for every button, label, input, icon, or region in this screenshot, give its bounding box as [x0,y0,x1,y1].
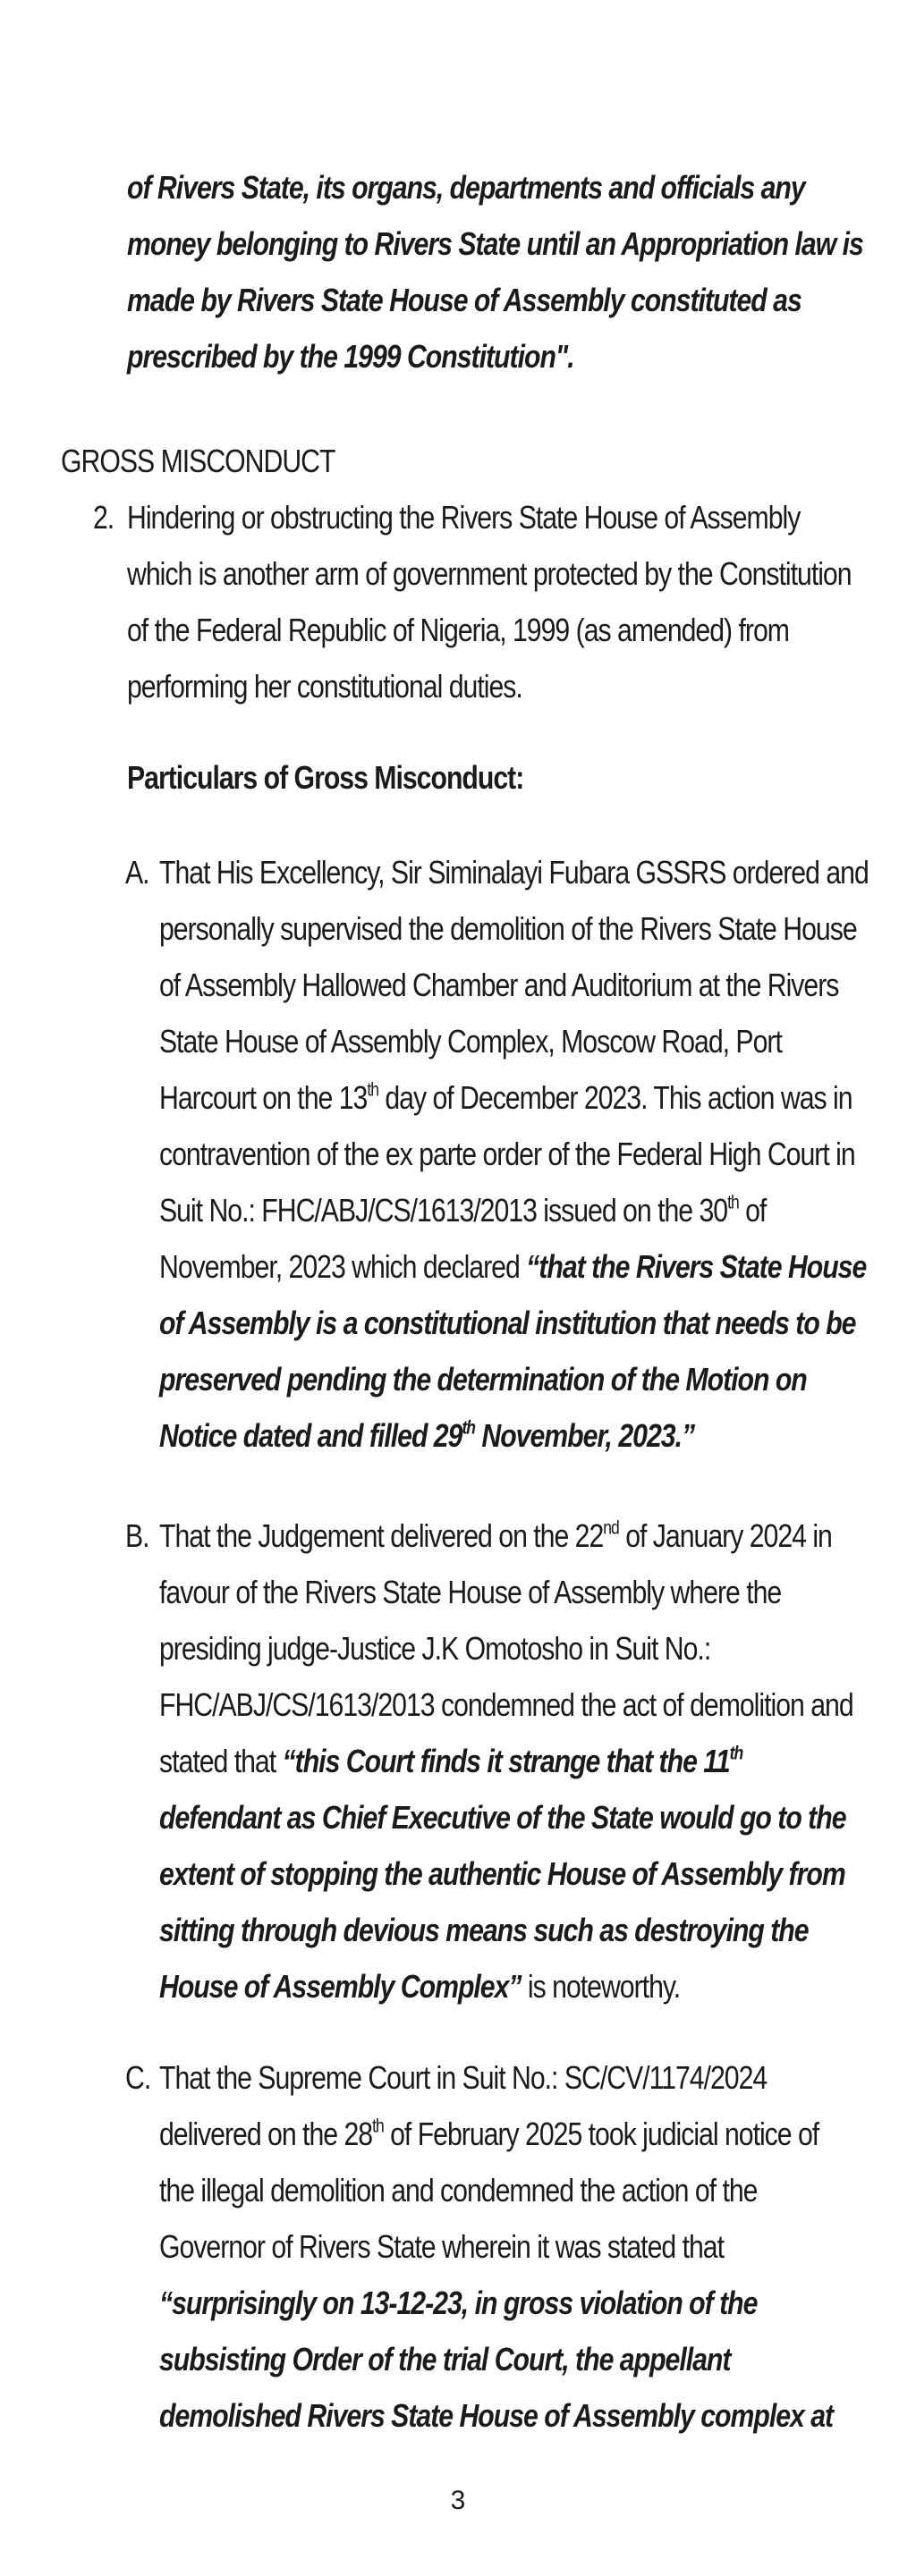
para-line: demolished Rivers State House of Assembly complex at [159,2397,834,2434]
para-line: Harcourt on the 13th day of December 2023. This action was in [159,1079,852,1116]
paragraph-label: C. [125,2059,151,2096]
para-line: Notice dated and filled 29th November, 2023.” [159,1417,695,1454]
para-line: personally supervised the demolition of the Rivers State House [159,910,857,947]
intro-line: of Rivers State, its organs, departments and officials any [127,169,805,206]
item-line: Hindering or obstructing the Rivers State House of Assembly [127,499,801,536]
para-line: presiding judge-Justice J.K Omotosho in Suit No.: [159,1630,711,1667]
item-line: of the Federal Republic of Nigeria, 1999 (as amended) from [127,612,789,648]
para-line: subsisting Order of the trial Court, the appellant [159,2341,731,2378]
page-number: 3 [450,2486,466,2515]
item-line: performing her constitutional duties. [127,668,522,705]
section-heading: GROSS MISCONDUCT [61,443,335,479]
para-line: That His Excellency, Sir Siminalayi Fubara GSSRS ordered and [159,854,869,891]
para-line: favour of the Rivers State House of Assembly where the [159,1574,782,1610]
particulars-heading: Particulars of Gross Misconduct: [127,759,524,796]
para-line: Governor of Rivers State wherein it was stated that [159,2228,724,2265]
item-line: which is another arm of government protected by the Constitution [127,555,852,592]
para-line: delivered on the 28th of February 2025 took judicial notice of [159,2116,819,2152]
paragraph-label: A. [125,854,149,891]
para-line: stated that “this Court finds it strange that the 11th [159,1743,743,1779]
intro-line: prescribed by the 1999 Constitution". [127,338,574,375]
paragraph-label: B. [125,1517,149,1554]
item-number: 2. [93,499,114,536]
para-line: the illegal demolition and condemned the action of the [159,2172,758,2209]
para-line: sitting through devious means such as destroying the [159,1912,809,1948]
intro-quote [127,159,916,384]
para-line: of Assembly Hallowed Chamber and Auditorium at the Rivers [159,967,839,1003]
para-line: That the Judgement delivered on the 22nd of January 2024 in [159,1517,832,1554]
para-line: State House of Assembly Complex, Moscow Road, Port [159,1023,782,1060]
para-line: That the Supreme Court in Suit No.: SC/CV/1174/2024 [159,2059,768,2096]
intro-line: money belonging to Rivers State until an Appropriation law is [127,225,863,262]
para-line: “surprisingly on 13-12-23, in gross violation of the [159,2285,758,2321]
para-line: of Assembly is a constitutional institution that needs to be [159,1305,856,1341]
para-line: preserved pending the determination of the Motion on [159,1361,807,1398]
para-line: Suit No.: FHC/ABJ/CS/1613/2013 issued on the 30th of [159,1192,767,1229]
para-line: extent of stopping the authentic House of Assembly from [159,1855,845,1892]
para-line: contravention of the ex parte order of the Federal High Court in [159,1136,855,1172]
para-line: defendant as Chief Executive of the State would go to the [159,1799,846,1836]
para-line: November, 2023 which declared “that the Rivers State House [159,1248,867,1285]
intro-line: made by Rivers State House of Assembly constituted as [127,282,802,318]
para-line: House of Assembly Complex” is noteworthy. [159,1968,681,2005]
para-line: FHC/ABJ/CS/1613/2013 condemned the act of demolition and [159,1686,853,1723]
